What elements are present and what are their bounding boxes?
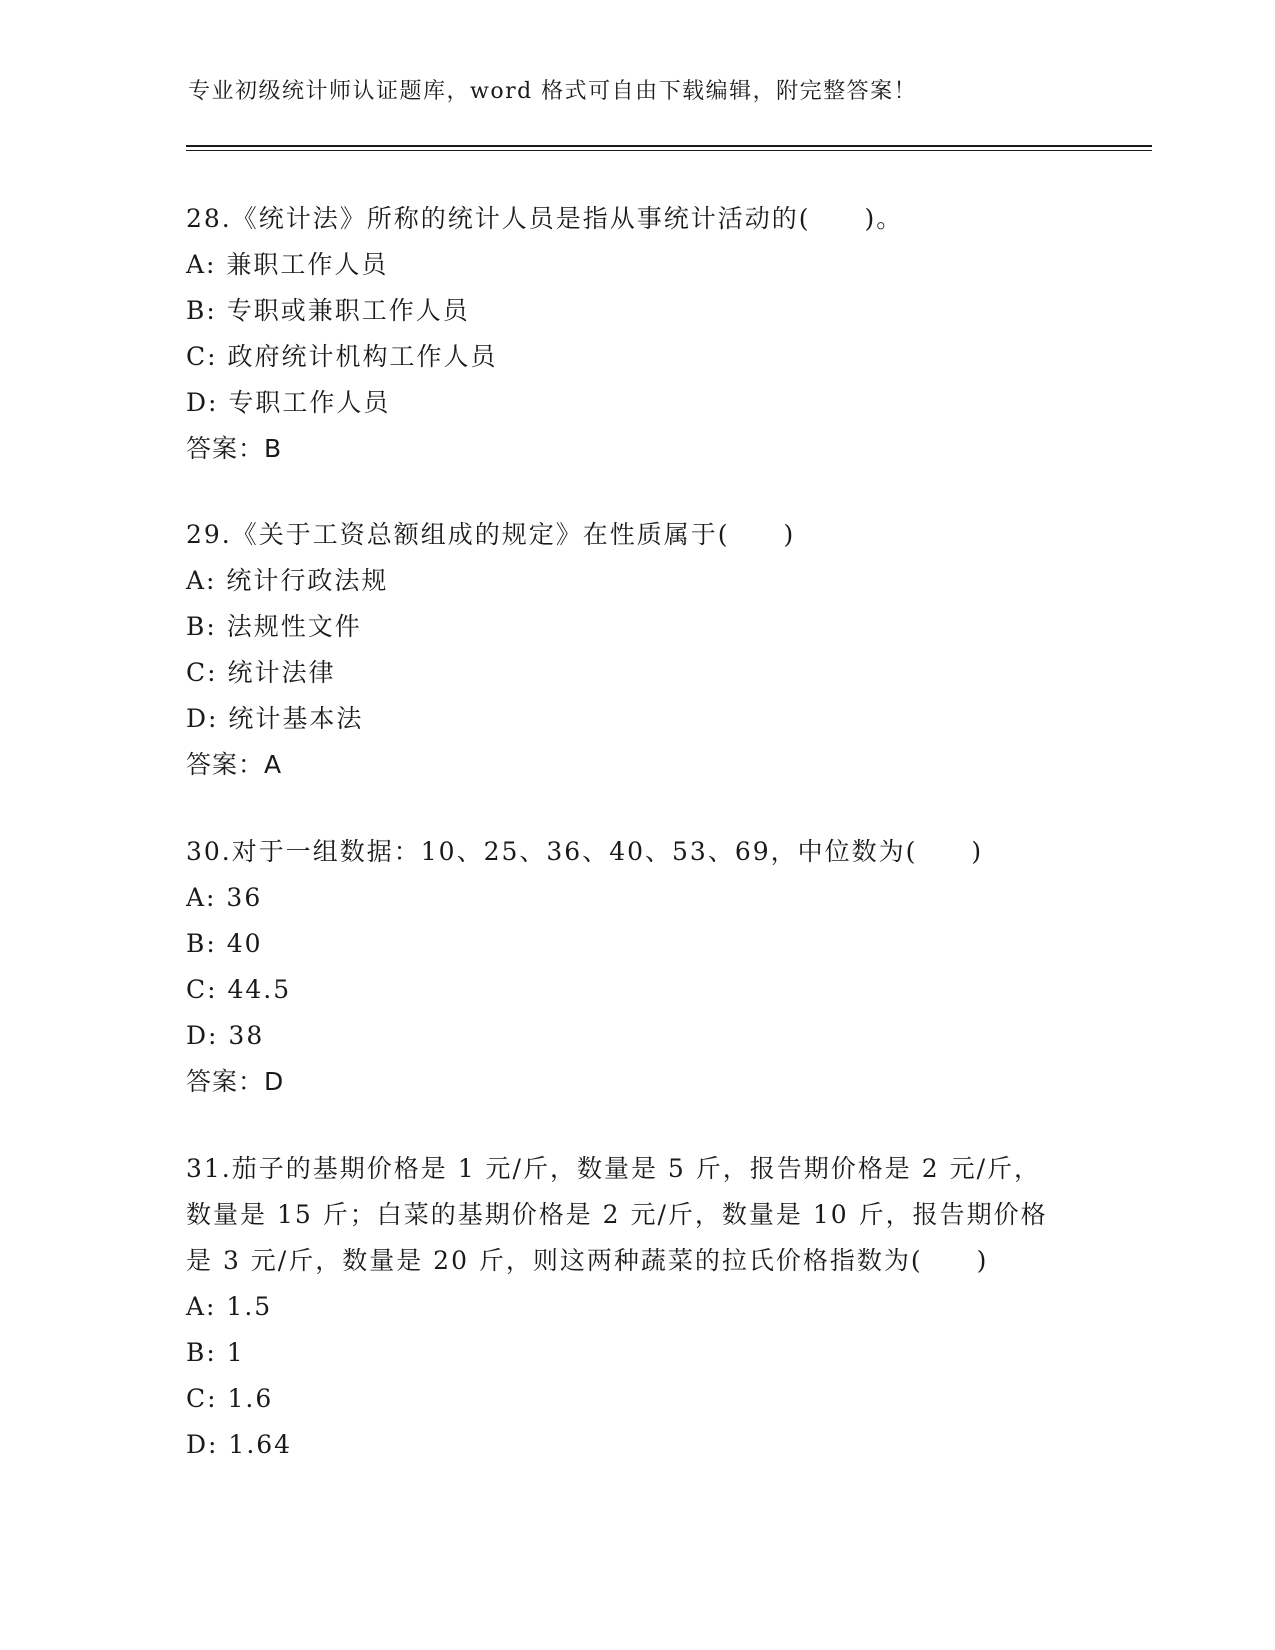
option-c: C: 政府统计机构工作人员 (186, 342, 498, 371)
question-stem-line-3: 是 3 元/斤，数量是 20 斤，则这两种蔬菜的拉氏价格指数为( ) (186, 1246, 989, 1275)
option-d: D: 统计基本法 (186, 704, 364, 733)
question-stem: 29.《关于工资总额组成的规定》在性质属于( ) (186, 520, 796, 549)
header-text: 专业初级统计师认证题库，word 格式可自由下载编辑，附完整答案！ (188, 79, 918, 104)
question-stem-line-2: 数量是 15 斤；白菜的基期价格是 2 元/斤，数量是 10 斤，报告期价格 (186, 1200, 1048, 1229)
question-stem-line-1: 31.茄子的基期价格是 1 元/斤，数量是 5 斤，报告期价格是 2 元/斤， (186, 1154, 1042, 1183)
option-b: B: 40 (186, 929, 263, 958)
question-30 (186, 829, 1086, 1105)
option-b: B: 专职或兼职工作人员 (186, 296, 470, 325)
option-b: B: 1 (186, 1338, 245, 1367)
answer: 答案：A (186, 750, 283, 779)
header-rule-thin (186, 150, 1152, 151)
question-stem: 28.《统计法》所称的统计人员是指从事统计活动的( )。 (186, 204, 904, 233)
option-d: D: 1.64 (186, 1430, 293, 1459)
question-stem: 30.对于一组数据：10、25、36、40、53、69，中位数为( ) (186, 837, 984, 866)
option-d: D: 专职工作人员 (186, 388, 391, 417)
option-b: B: 法规性文件 (186, 612, 362, 641)
question-29 (186, 512, 1086, 788)
answer: 答案：B (186, 434, 283, 463)
option-c: C: 统计法律 (186, 658, 336, 687)
option-c: C: 1.6 (186, 1384, 274, 1413)
option-a: A: 1.5 (186, 1292, 273, 1321)
option-a: A: 36 (186, 883, 263, 912)
question-28 (186, 196, 1086, 472)
question-31 (186, 1146, 1086, 1468)
answer: 答案：D (186, 1067, 285, 1096)
header-rule-thick (186, 145, 1152, 147)
option-a: A: 统计行政法规 (186, 566, 389, 595)
option-d: D: 38 (186, 1021, 265, 1050)
option-a: A: 兼职工作人员 (186, 250, 389, 279)
option-c: C: 44.5 (186, 975, 292, 1004)
